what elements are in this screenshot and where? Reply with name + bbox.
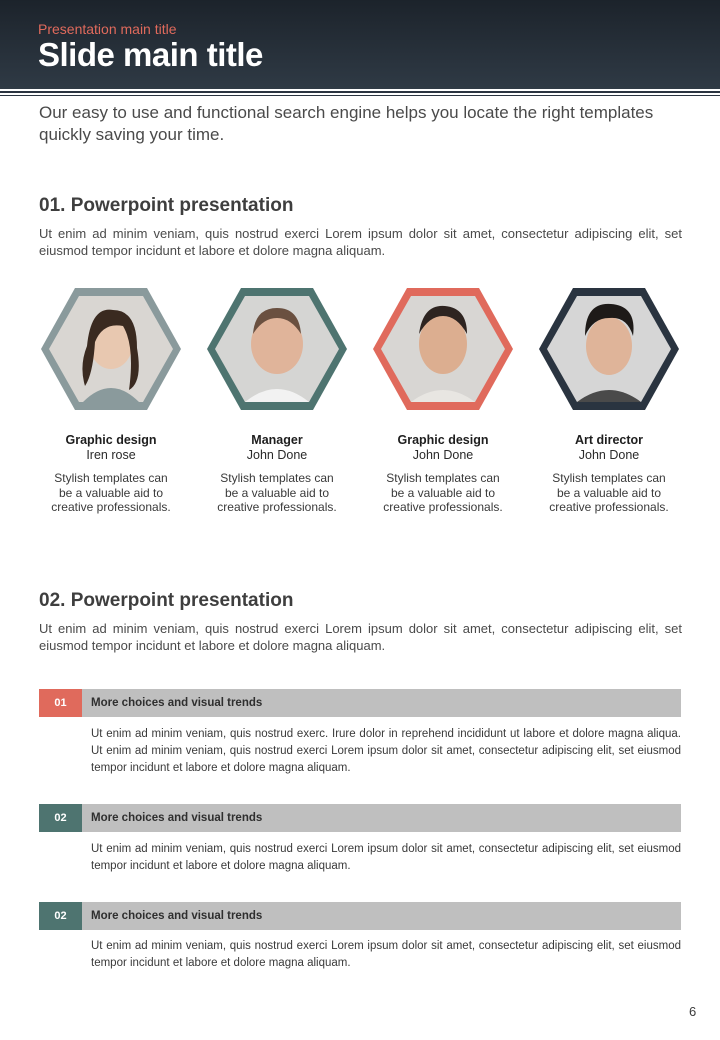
member-name: Iren rose [86, 448, 136, 462]
member-role: Graphic design [65, 433, 157, 447]
header-divider [0, 91, 720, 93]
team-member-3 [371, 286, 515, 515]
item-bar-3 [39, 902, 681, 930]
item-text-1: Ut enim ad minim veniam, quis nostrud exerc. Irure dolor in reprehend incididunt ut labore et dolore magna aliqua. Ut enim ad minim veniam, quis nostrud exerci Lorem ipsum dolor sit amet, consectetur adipiscing elit, set eiusmod tempor incidunt et labore et dolore magna aliquam. [91, 728, 681, 774]
team-member-4 [537, 286, 681, 515]
item-heading: More choices and visual trends [91, 812, 263, 824]
member-role: Art director [574, 433, 644, 447]
team-member-1 [39, 286, 183, 515]
team-member-2 [205, 286, 349, 515]
portrait-hexagon [371, 286, 515, 412]
member-role: Manager [251, 433, 303, 447]
member-description: Stylish templates can be a valuable aid to creative professionals. [217, 471, 337, 514]
section-1-title: 01. Powerpoint presentation [39, 195, 294, 216]
item-number-badge: 01 [39, 689, 82, 717]
slide-title: Slide main title [38, 36, 263, 73]
item-heading: More choices and visual trends [91, 697, 263, 709]
item-text-2: Ut enim ad minim veniam, quis nostrud exerci Lorem ipsum dolor sit amet, consectetur adipiscing elit, set eiusmod tempor incidunt et labore et dolore magna aliquam. [91, 843, 681, 872]
portrait-hexagon [537, 286, 681, 412]
section-2-title: 02. Powerpoint presentation [39, 590, 294, 611]
page-number: 6 [689, 1004, 697, 1019]
member-name: John Done [412, 448, 474, 462]
portrait-hexagon [205, 286, 349, 412]
portrait-hexagon [39, 286, 183, 412]
item-bar-1 [39, 689, 681, 717]
item-text-3: Ut enim ad minim veniam, quis nostrud exerci Lorem ipsum dolor sit amet, consectetur adipiscing elit, set eiusmod tempor incidunt et labore et dolore magna aliquam. [91, 940, 681, 969]
presentation-kicker: Presentation main title [38, 21, 177, 37]
member-description: Stylish templates can be a valuable aid to creative professionals. [51, 471, 171, 514]
face-shape [586, 317, 632, 375]
item-heading: More choices and visual trends [91, 910, 263, 922]
section-2-text: Ut enim ad minim veniam, quis nostrud exerci Lorem ipsum dolor sit amet, consectetur adipiscing elit, set eiusmod tempor incidunt et labore et dolore magna aliquam. [39, 621, 682, 653]
member-name: John Done [246, 448, 308, 462]
item-bar-2 [39, 804, 681, 832]
member-description: Stylish templates can be a valuable aid to creative professionals. [383, 471, 503, 514]
section-1-text: Ut enim ad minim veniam, quis nostrud exerci Lorem ipsum dolor sit amet, consectetur adipiscing elit, set eiusmod tempor incidunt et labore et dolore magna aliquam. [39, 226, 682, 258]
member-role: Graphic design [397, 433, 489, 447]
item-number-badge: 02 [39, 902, 82, 930]
item-number-badge: 02 [39, 804, 82, 832]
header-banner [0, 0, 720, 89]
member-description: Stylish templates can be a valuable aid to creative professionals. [549, 471, 669, 514]
member-name: John Done [578, 448, 640, 462]
intro-text: Our easy to use and functional search engine helps you locate the right templates quickly saving your time. [39, 103, 654, 144]
header-divider-thin [0, 95, 720, 96]
